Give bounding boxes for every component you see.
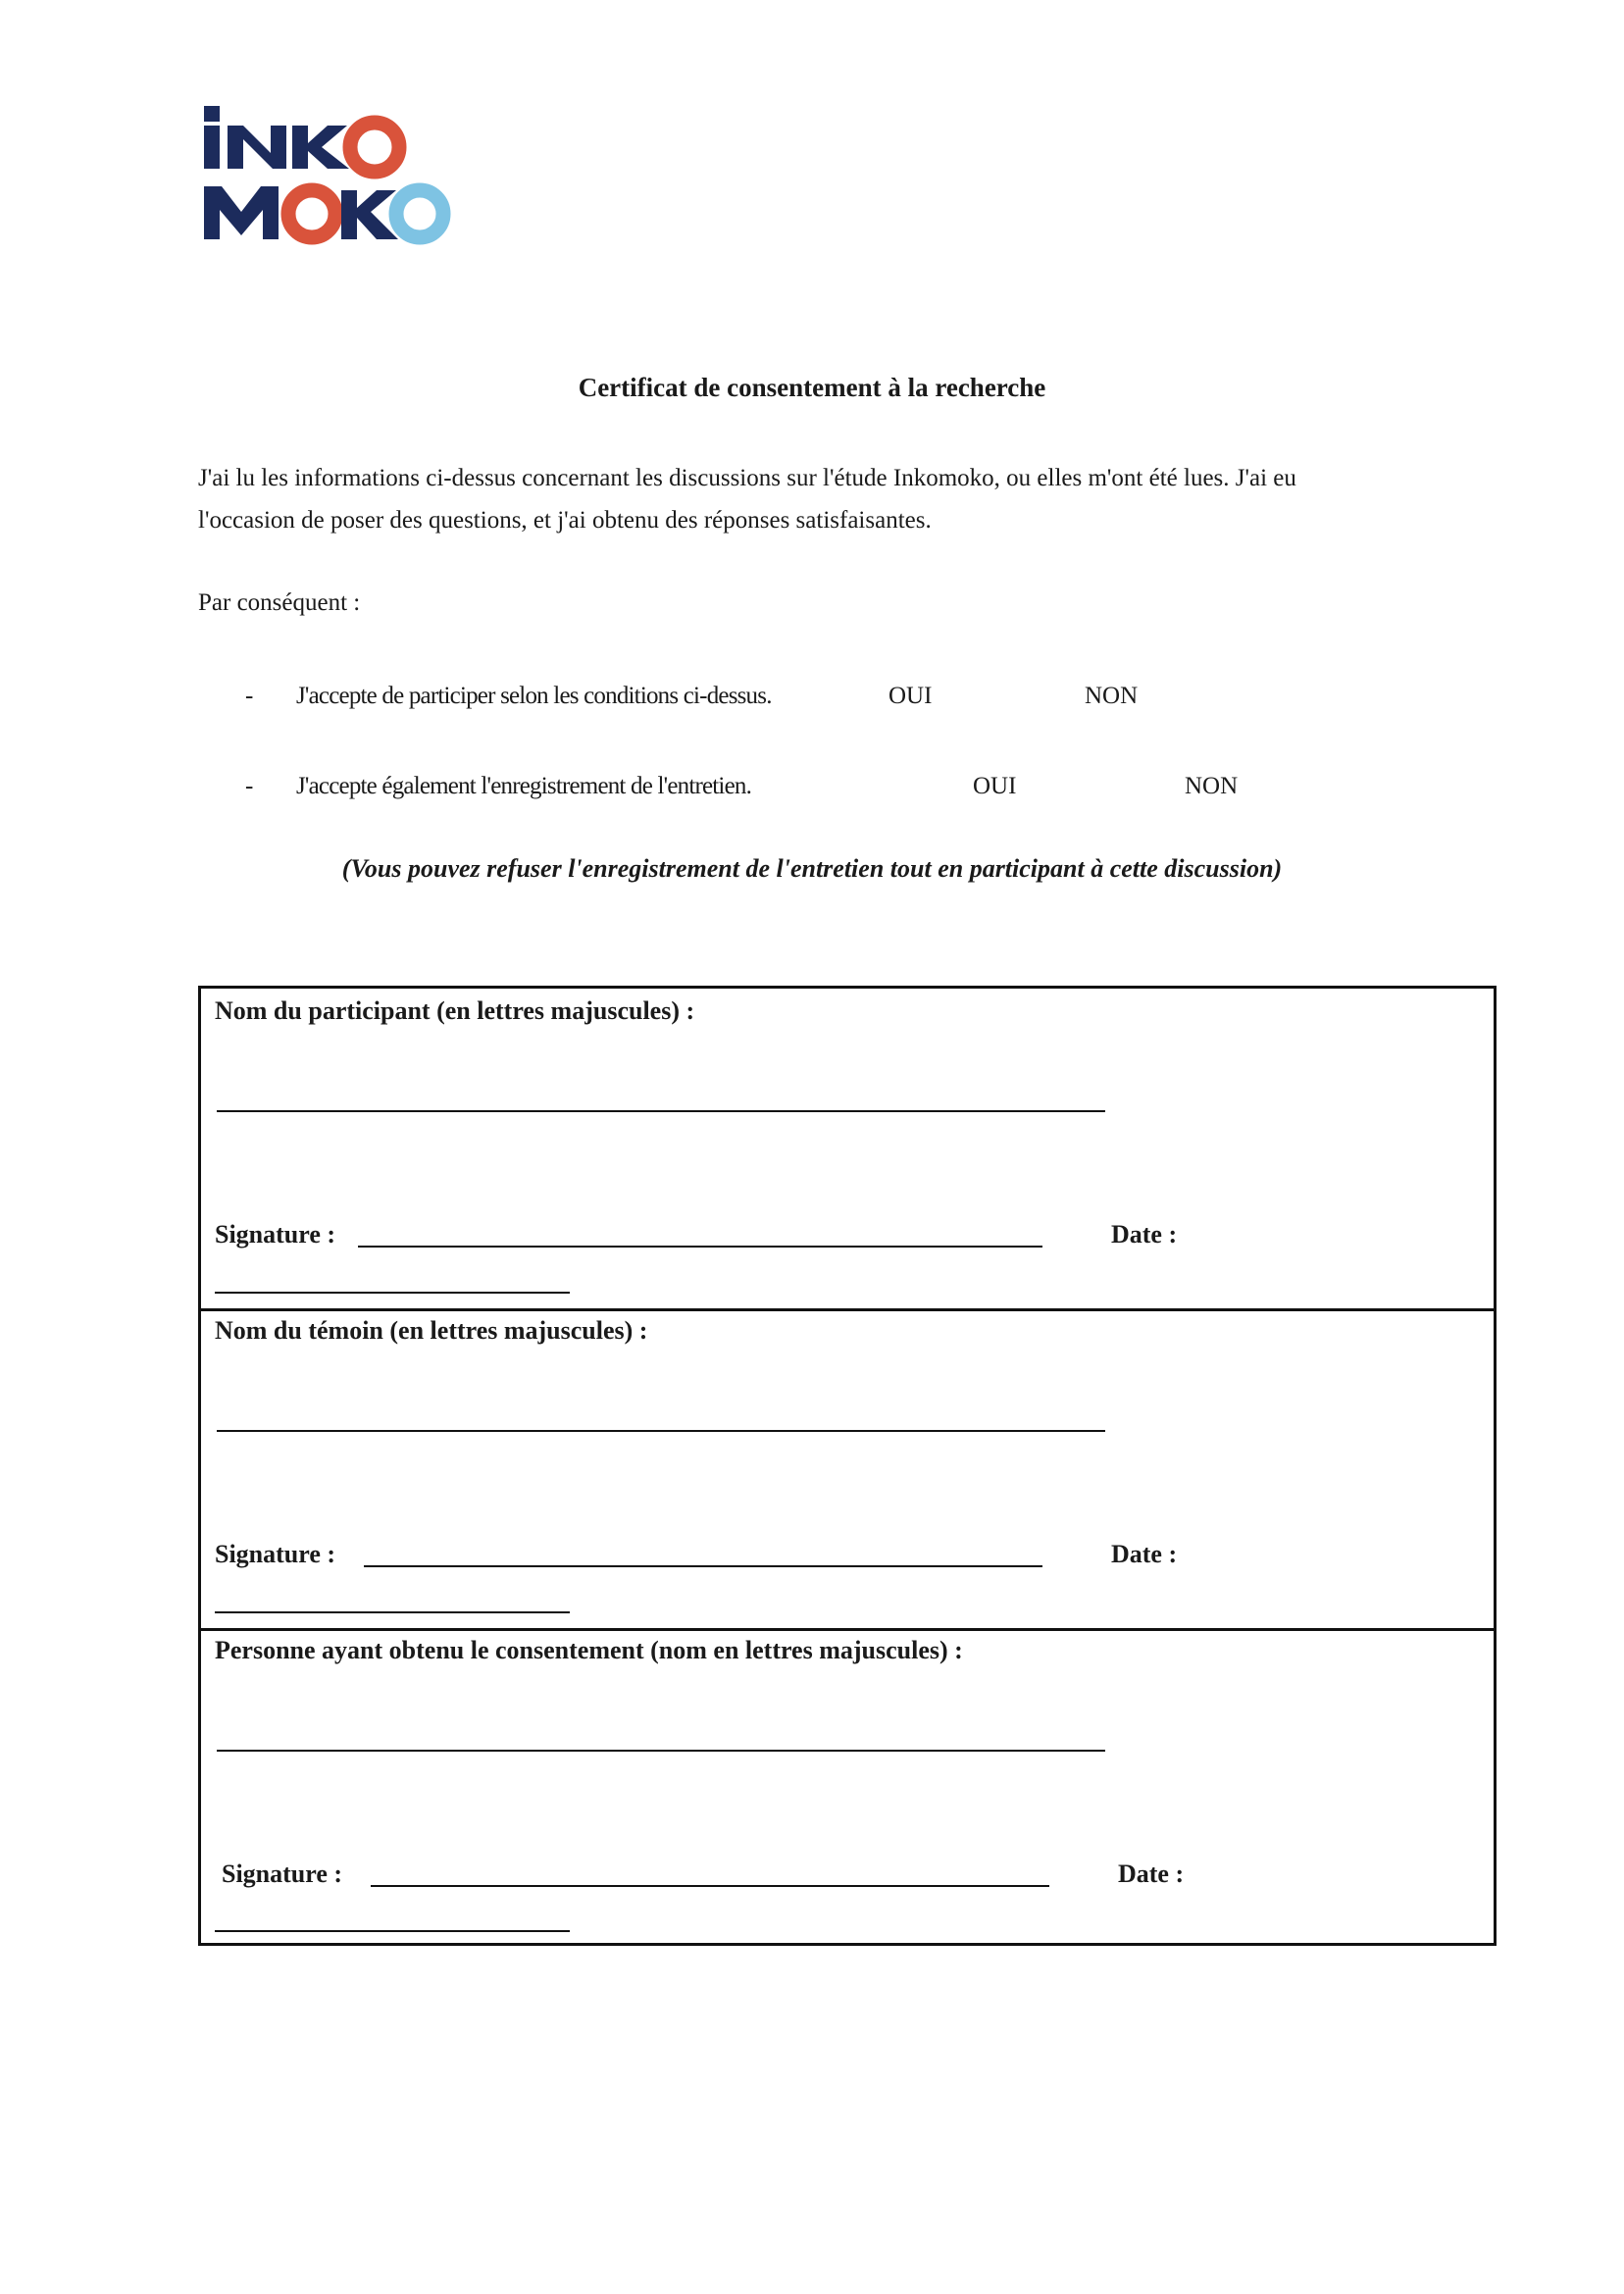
option-text: J'accepte de participer selon les conditions ci-dessus. xyxy=(296,683,772,709)
participant-date-label: Date : xyxy=(1111,1220,1178,1249)
witness-signature-line[interactable] xyxy=(364,1565,1042,1567)
option-no[interactable]: NON xyxy=(1185,773,1239,799)
consent-taker-signature-label: Signature : xyxy=(222,1860,343,1888)
option-yes[interactable]: OUI xyxy=(973,773,1017,799)
participant-name-label: Nom du participant (en lettres majuscules) : xyxy=(215,996,695,1025)
participant-signature-label: Signature : xyxy=(215,1220,336,1249)
logo-m xyxy=(204,186,279,239)
option-dash: - xyxy=(245,773,254,799)
option-no[interactable]: NON xyxy=(1085,683,1139,709)
witness-name-label: Nom du témoin (en lettres majuscules) : xyxy=(215,1316,648,1345)
logo-i-dot xyxy=(204,106,220,122)
participant-date-line[interactable] xyxy=(215,1292,570,1294)
inkomoko-logo xyxy=(198,102,453,245)
logo-o-blue xyxy=(396,190,443,237)
consent-taker-date-label: Date : xyxy=(1118,1860,1185,1888)
participant-name-line[interactable] xyxy=(217,1110,1105,1112)
intro-paragraph xyxy=(198,457,1424,541)
consent-taker-signature-line[interactable] xyxy=(371,1885,1049,1887)
consent-taker-date-line[interactable] xyxy=(215,1930,570,1932)
intro-line-1: J'ai lu les informations ci-dessus concernant les discussions sur l'étude Inkomoko, ou elles m'ont été lues. J'ai eu xyxy=(198,465,1296,491)
consent-taker-name-line[interactable] xyxy=(217,1750,1105,1752)
witness-name-line[interactable] xyxy=(217,1430,1105,1432)
signature-table xyxy=(198,986,1497,1946)
logo-i-stem xyxy=(204,126,220,169)
option-text: J'accepte également l'enregistrement de l'entretien. xyxy=(296,773,752,799)
consent-taker-section xyxy=(201,1628,1494,1948)
logo-o-red-2 xyxy=(288,190,335,237)
intro-line-2: l'occasion de poser des questions, et j'ai obtenu des réponses satisfaisantes. xyxy=(198,507,932,534)
witness-date-line[interactable] xyxy=(215,1611,570,1613)
option-yes[interactable]: OUI xyxy=(888,683,933,709)
logo-o-red xyxy=(350,123,399,172)
option-dash: - xyxy=(245,683,254,709)
witness-date-label: Date : xyxy=(1111,1540,1178,1568)
logo-n xyxy=(228,126,286,169)
consequent-label: Par conséquent : xyxy=(198,589,361,616)
witness-section xyxy=(201,1308,1494,1631)
witness-signature-label: Signature : xyxy=(215,1540,336,1568)
participant-signature-line[interactable] xyxy=(358,1246,1042,1248)
recording-note: (Vous pouvez refuser l'enregistrement de l'entretien tout en participant à cette discussion) xyxy=(341,854,1283,883)
participant-section xyxy=(201,989,1494,1311)
consent-taker-name-label: Personne ayant obtenu le consentement (nom en lettres majuscules) : xyxy=(215,1636,963,1664)
document-title: Certificat de consentement à la recherche xyxy=(578,373,1046,402)
logo-k1 xyxy=(292,126,349,169)
